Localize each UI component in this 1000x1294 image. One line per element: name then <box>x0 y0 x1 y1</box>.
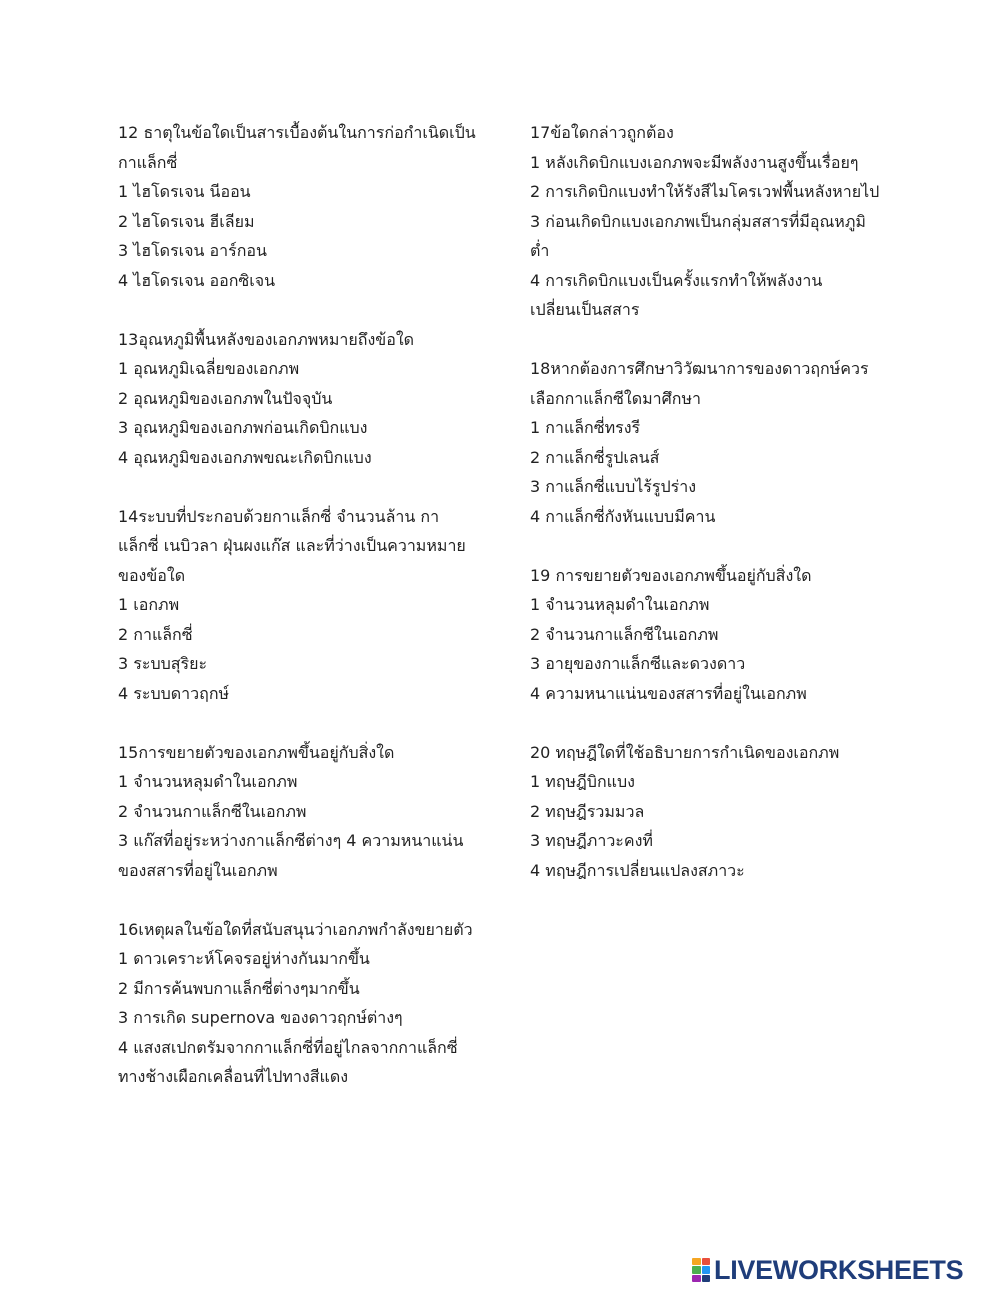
question-text: เลือกกาแล็กซีใดมาศึกษา <box>530 388 702 408</box>
answer-option: เปลี่ยนเป็นสสาร <box>530 300 640 319</box>
question-text: 18หากต้องการศึกษาวิวัฒนาการของดาวฤกษ์ควร <box>530 359 869 378</box>
question-text: 16เหตุผลในข้อใดที่สนับสนุนว่าเอกภพกำลังขยายตัว <box>118 919 473 939</box>
question-text: 19 การขยายตัวของเอกภพขึ้นอยู่กับสิ่งใด <box>530 565 812 585</box>
answer-option: 3 ระบบสุริยะ <box>118 654 208 673</box>
question-text: 13อุณหภูมิพื้นหลังของเอกภพหมายถึงข้อใด <box>118 329 415 349</box>
answer-option: 4 อุณหภูมิของเอกภพขณะเกิดบิกแบง <box>118 447 372 467</box>
answer-option: 3 การเกิด supernova ของดาวฤกษ์ต่างๆ <box>118 1008 403 1027</box>
question-block <box>118 118 478 295</box>
question-block <box>118 915 478 1092</box>
answer-option: ทางช้างเผือกเคลื่อนที่ไปทางสีแดง <box>118 1067 349 1086</box>
question-text: 17ข้อใดกล่าวถูกต้อง <box>530 123 674 142</box>
answer-option: 3 อายุของกาแล็กซีและดวงดาว <box>530 654 746 673</box>
question-block <box>530 354 890 531</box>
question-text: 14ระบบที่ประกอบด้วยกาแล็กซี่ จำนวนล้าน กา <box>118 506 440 526</box>
answer-option: 1 จำนวนหลุมดำในเอกภพ <box>530 595 710 614</box>
answer-option: 1 ทฤษฎีบิกแบง <box>530 772 635 791</box>
answer-option: 3 ไฮโดรเจน อาร์กอน <box>118 241 267 260</box>
question-text: 12 ธาตุในข้อใดเป็นสารเบื้องต้นในการก่อกำเนิดเป็น <box>118 123 476 142</box>
answer-option: 3 ทฤษฎีภาวะคงที่ <box>530 831 653 850</box>
answer-option: 1 ไฮโดรเจน นีออน <box>118 182 251 201</box>
answer-option: 2 จำนวนกาแล็กซีในเอกภพ <box>118 801 307 821</box>
answer-option: ของสสารที่อยู่ในเอกภพ <box>118 860 278 880</box>
answer-option: 2 ทฤษฎีรวมมวล <box>530 801 645 821</box>
question-text: ของข้อใด <box>118 565 186 585</box>
question-block <box>118 325 478 473</box>
question-text: 20 ทฤษฎีใดที่ใช้อธิบายการกำเนิดของเอกภพ <box>530 742 840 762</box>
answer-option: 1 หลังเกิดบิกแบงเอกภพจะมีพลังงานสูงขึ้นเรื่อยๆ <box>530 152 859 172</box>
answer-option: 1 อุณหภูมิเฉลี่ยของเอกภพ <box>118 359 300 378</box>
brand-name: LIVEWORKSHEETS <box>714 1254 964 1285</box>
answer-option: 4 ไฮโดรเจน ออกซิเจน <box>118 270 276 290</box>
left-column <box>118 118 478 1121</box>
answer-option: 1 กาแล็กซี่ทรงรี <box>530 418 641 437</box>
question-text: แล็กซี่ เนบิวลา ฝุ่นผงแก๊ส และที่ว่างเป็นความหมาย <box>118 536 466 555</box>
answer-option: 4 กาแล็กซี่กังหันแบบมีคาน <box>530 506 716 526</box>
answer-option: 4 ระบบดาวฤกษ์ <box>118 683 230 703</box>
answer-option: 3 ก่อนเกิดบิกแบงเอกภพเป็นกลุ่มสสารที่มีอุณหภูมิ <box>530 211 866 231</box>
answer-option: 4 ทฤษฎีการเปลี่ยนแปลงสภาวะ <box>530 860 745 880</box>
liveworksheets-logo-icon <box>692 1258 710 1282</box>
question-block <box>118 502 478 709</box>
question-text: 15การขยายตัวของเอกภพขึ้นอยู่กับสิ่งใด <box>118 742 395 762</box>
answer-option: 2 กาแล็กซี่ <box>118 624 193 644</box>
question-block <box>530 118 890 325</box>
answer-option: 1 จำนวนหลุมดำในเอกภพ <box>118 772 298 791</box>
answer-option: 2 กาแล็กซี่รูปเลนส์ <box>530 447 660 467</box>
answer-option: 2 ไฮโดรเจน ฮีเลียม <box>118 211 255 231</box>
question-block <box>530 738 890 886</box>
footer-brand <box>692 1250 963 1290</box>
question-text: กาแล็กซี่ <box>118 152 178 172</box>
answer-option: 1 ดาวเคราะห์โคจรอยู่ห่างกันมากขึ้น <box>118 949 370 968</box>
answer-option: 2 จำนวนกาแล็กซีในเอกภพ <box>530 624 719 644</box>
right-column <box>530 118 890 915</box>
answer-option: 2 อุณหภูมิของเอกภพในปัจจุบัน <box>118 388 333 408</box>
question-block <box>118 738 478 886</box>
answer-option: 3 แก๊สที่อยู่ระหว่างกาแล็กซีต่างๆ 4 ความหนาแน่น <box>118 831 464 850</box>
answer-option: 3 กาแล็กซี่แบบไร้รูปร่าง <box>530 477 697 496</box>
answer-option: 2 มีการค้นพบกาแล็กซี่ต่างๆมากขึ้น <box>118 978 360 998</box>
answer-option: 1 เอกภพ <box>118 595 180 614</box>
answer-option: 4 ความหนาแน่นของสสารที่อยู่ในเอกภพ <box>530 683 807 703</box>
answer-option: 4 แสงสเปกตรัมจากกาแล็กซี่ที่อยู่ไกลจากกาแล็กซี่ <box>118 1037 458 1057</box>
answer-option: 2 การเกิดบิกแบงทำให้รังสีไมโครเวฟพื้นหลังหายไป <box>530 182 880 201</box>
question-block <box>530 561 890 709</box>
answer-option: 4 การเกิดบิกแบงเป็นครั้งแรกทำให้พลังงาน <box>530 270 823 290</box>
answer-option: ต่ำ <box>530 241 550 260</box>
answer-option: 3 อุณหภูมิของเอกภพก่อนเกิดบิกแบง <box>118 418 368 437</box>
